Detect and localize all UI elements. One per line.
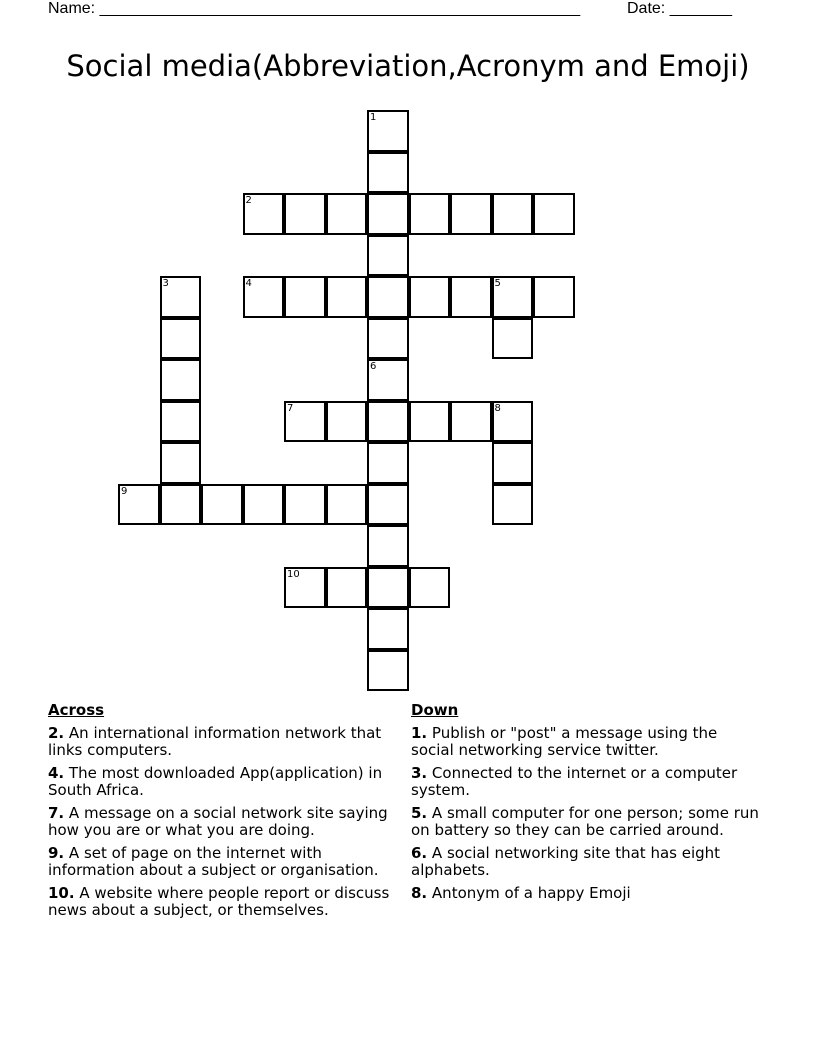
clue-number: 5. <box>411 804 428 822</box>
clue-number: 10. <box>48 884 75 902</box>
grid-cell[interactable] <box>243 193 285 235</box>
grid-cell[interactable] <box>367 318 409 360</box>
clue-number-label: 3 <box>162 278 169 289</box>
grid-cell[interactable] <box>533 276 575 318</box>
grid-cell[interactable] <box>409 276 451 318</box>
clue-text: Publish or "post" a message using the social networking service twitter. <box>411 724 718 759</box>
clue-across-4 <box>48 765 408 799</box>
clue-number-label: 4 <box>245 278 252 289</box>
name-field-label: Name: ______________________________________________________ <box>48 0 581 17</box>
grid-cell[interactable] <box>160 318 202 360</box>
grid-cell[interactable] <box>160 484 202 526</box>
clue-across-2 <box>48 725 408 759</box>
grid-cell[interactable] <box>367 193 409 235</box>
grid-cell[interactable] <box>367 442 409 484</box>
grid-cell[interactable] <box>284 567 326 609</box>
grid-cell[interactable] <box>243 276 285 318</box>
clue-number: 6. <box>411 844 428 862</box>
grid-cell[interactable] <box>160 276 202 318</box>
clue-down-5 <box>411 805 761 839</box>
grid-cell[interactable] <box>326 484 368 526</box>
clue-number: 1. <box>411 724 428 742</box>
grid-cell[interactable] <box>284 401 326 443</box>
clue-down-6 <box>411 845 761 879</box>
clue-number: 3. <box>411 764 428 782</box>
grid-cell[interactable] <box>492 484 534 526</box>
clue-number: 7. <box>48 804 65 822</box>
grid-cell[interactable] <box>409 193 451 235</box>
grid-cell[interactable] <box>450 401 492 443</box>
grid-cell[interactable] <box>326 401 368 443</box>
grid-cell[interactable] <box>492 442 534 484</box>
grid-cell[interactable] <box>367 110 409 152</box>
puzzle-title: Social media(Abbreviation,Acronym and Emoji) <box>66 49 750 83</box>
grid-cell[interactable] <box>160 401 202 443</box>
grid-cell[interactable] <box>160 442 202 484</box>
clue-number-label: 6 <box>370 361 377 372</box>
grid-cell[interactable] <box>118 484 160 526</box>
grid-cell[interactable] <box>201 484 243 526</box>
clue-text: A social networking site that has eight alphabets. <box>411 844 721 879</box>
down-clues <box>411 702 761 908</box>
clue-text: A small computer for one person; some run on battery so they can be carried around. <box>411 804 759 839</box>
clue-number-label: 10 <box>287 568 300 580</box>
clue-text: Antonym of a happy Emoji <box>431 884 631 902</box>
clue-text: A website where people report or discuss news about a subject, or themselves. <box>48 884 390 919</box>
grid-cell[interactable] <box>367 525 409 567</box>
clue-number-label: 8 <box>494 402 501 414</box>
grid-cell[interactable] <box>326 193 368 235</box>
clue-across-7 <box>48 805 408 839</box>
grid-cell[interactable] <box>284 484 326 526</box>
grid-cell[interactable] <box>367 650 409 692</box>
grid-cell[interactable] <box>367 608 409 650</box>
grid-cell[interactable] <box>243 484 285 526</box>
date-field-label: Date: _______ <box>627 0 732 17</box>
grid-cell[interactable] <box>450 276 492 318</box>
grid-cell[interactable] <box>533 193 575 235</box>
clue-down-1 <box>411 725 761 759</box>
clue-number-label: 1 <box>370 112 377 123</box>
clue-across-10 <box>48 885 408 919</box>
grid-cell[interactable] <box>367 401 409 443</box>
grid-cell[interactable] <box>492 276 534 318</box>
clue-number: 9. <box>48 844 65 862</box>
grid-cell[interactable] <box>492 318 534 360</box>
across-clues <box>48 702 408 925</box>
grid-cell[interactable] <box>326 567 368 609</box>
clue-down-8 <box>411 885 761 902</box>
grid-cell[interactable] <box>367 152 409 194</box>
grid-cell[interactable] <box>284 193 326 235</box>
clue-text: An international information network that links computers. <box>48 724 382 759</box>
grid-cell[interactable] <box>367 276 409 318</box>
across-heading: Across <box>48 701 105 719</box>
down-heading: Down <box>411 701 459 719</box>
clue-number-label: 9 <box>121 485 128 497</box>
grid-cell[interactable] <box>367 567 409 609</box>
clue-number-label: 5 <box>494 278 501 289</box>
clue-number: 4. <box>48 764 65 782</box>
grid-cell[interactable] <box>326 276 368 318</box>
grid-cell[interactable] <box>409 567 451 609</box>
grid-cell[interactable] <box>367 359 409 401</box>
grid-cell[interactable] <box>367 484 409 526</box>
clue-number: 8. <box>411 884 428 902</box>
clue-across-9 <box>48 845 408 879</box>
grid-cell[interactable] <box>284 276 326 318</box>
grid-cell[interactable] <box>409 401 451 443</box>
clue-number-label: 7 <box>287 402 294 414</box>
clue-down-3 <box>411 765 761 799</box>
grid-cell[interactable] <box>450 193 492 235</box>
grid-cell[interactable] <box>160 359 202 401</box>
clue-number: 2. <box>48 724 65 742</box>
clue-number-label: 2 <box>245 195 252 206</box>
grid-cell[interactable] <box>367 235 409 277</box>
clue-text: A set of page on the internet with information about a subject or organisation. <box>48 844 379 879</box>
grid-cell[interactable] <box>492 193 534 235</box>
clue-text: The most downloaded App(application) in South Africa. <box>48 764 383 799</box>
clue-text: A message on a social network site saying how you are or what you are doing. <box>48 804 388 839</box>
clue-text: Connected to the internet or a computer system. <box>411 764 738 799</box>
grid-cell[interactable] <box>492 401 534 443</box>
